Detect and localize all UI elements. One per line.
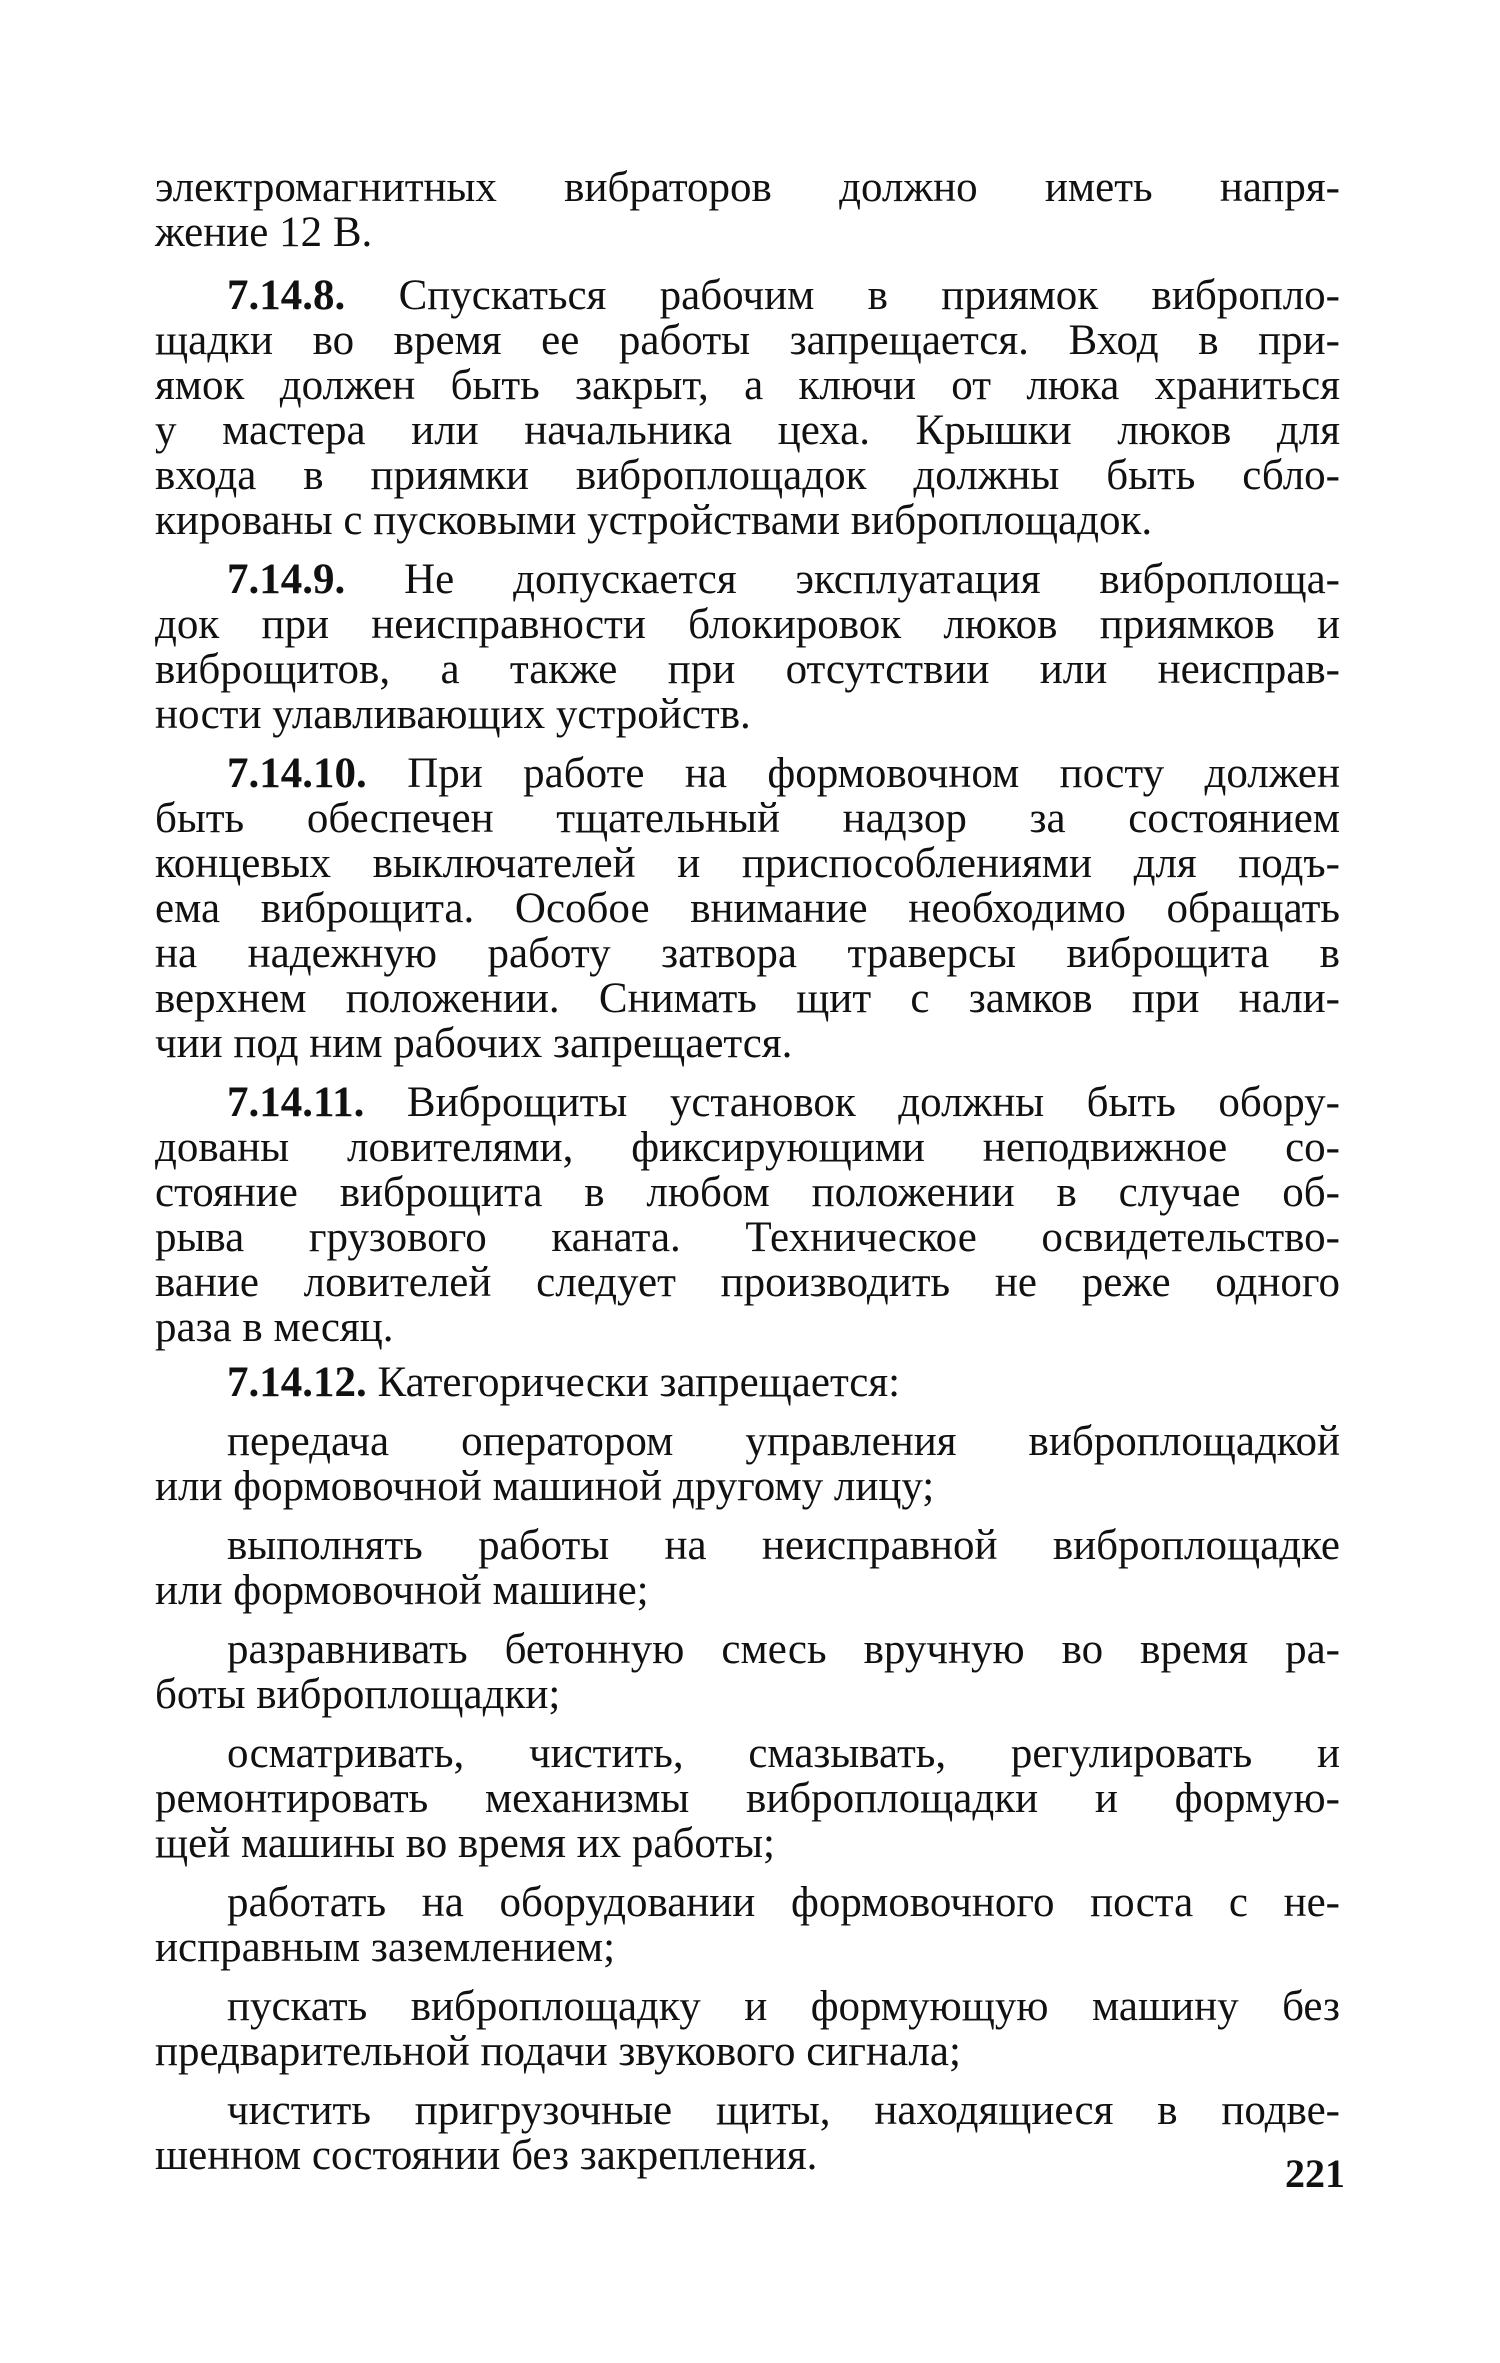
text-line: вание ловителей следует производить не реже одного	[155, 1259, 1340, 1306]
paragraph-7-14-9	[155, 557, 1340, 737]
list-item	[155, 1523, 1340, 1613]
paragraph-7-14-8	[155, 273, 1340, 543]
text-line: электромагнитных вибраторов должно иметь напря-	[155, 164, 1340, 211]
text-line: дованы ловителями, фиксирующими неподвижное со-	[155, 1124, 1340, 1171]
text-line: предварительной подачи звукового сигнала;	[155, 2028, 961, 2075]
text-line: 7.14.8. Спускаться рабочим в приямок виброплo-	[227, 272, 1340, 319]
text-line: быть обеспечен тщательный надзор за состоянием	[155, 795, 1340, 842]
text-line: шенном состоянии без закрепления.	[155, 2132, 818, 2179]
text-line: осматривать, чистить, смазывать, регулировать и	[227, 1730, 1340, 1777]
text-line: жение 12 В.	[155, 209, 373, 256]
text-line: боты виброплощадки;	[155, 1671, 561, 1718]
list-item	[155, 1419, 1340, 1509]
section-number: 7.14.9.	[227, 556, 346, 603]
text-line: концевых выключателей и приспособлениями для подъ-	[155, 840, 1340, 887]
text-line: рыва грузового каната. Техническое освидетельство-	[155, 1214, 1340, 1261]
list-item	[155, 1627, 1340, 1717]
text-line: передача оператором управления виброплощадкой	[227, 1418, 1340, 1465]
text-line: раза в месяц.	[155, 1304, 394, 1351]
paragraph-7-14-10	[155, 751, 1340, 1066]
paragraph-7-14-11	[155, 1080, 1340, 1350]
text-line: ямок должен быть закрыт, а ключи от люка храниться	[155, 362, 1340, 409]
text-line: 7.14.11. Виброщиты установок должны быть обору-	[227, 1079, 1340, 1126]
text-line: чии под ним рабочих запрещается.	[155, 1020, 793, 1067]
text-line: стояние виброщита в любом положении в случае об-	[155, 1169, 1340, 1216]
text-line: щей машины во время их работы;	[155, 1820, 775, 1867]
text-line: виброщитов, а также при отсутствии или неисправ-	[155, 646, 1340, 693]
text-line: или формовочной машине;	[155, 1567, 649, 1614]
text-line: чистить пригрузочные щиты, находящиеся в подве-	[227, 2087, 1340, 2134]
text-line: док при неисправности блокировок люков приямков и	[155, 601, 1340, 648]
list-item	[155, 1880, 1340, 1970]
section-number: 7.14.10.	[227, 750, 367, 797]
paragraph-7-14-12	[155, 1360, 1340, 1405]
list-item	[155, 1984, 1340, 2074]
list-item	[155, 2088, 1340, 2178]
section-number: 7.14.12.	[227, 1359, 367, 1406]
text-line: ема виброщита. Особое внимание необходимо обращать	[155, 885, 1340, 932]
section-number: 7.14.8.	[227, 272, 346, 319]
text-line: входа в приямки виброплощадок должны быть сбло-	[155, 452, 1340, 499]
text-line: щадки во время ее работы запрещается. Вход в при-	[155, 317, 1340, 364]
text-line: 7.14.12. Категорически запрещается:	[227, 1359, 901, 1406]
paragraph	[155, 165, 1340, 255]
text-line: у мастера или начальника цеха. Крышки люков для	[155, 407, 1340, 454]
text-line: исправным заземлением;	[155, 1924, 616, 1971]
section-number: 7.14.11.	[227, 1079, 365, 1126]
text-line: верхнем положении. Снимать щит с замков при нали-	[155, 975, 1340, 1022]
text-line: работать на оборудовании формовочного поста с не-	[227, 1879, 1340, 1926]
text-line: 7.14.9. Не допускается эксплуатация виброплоща-	[227, 556, 1340, 603]
text-line: кированы с пусковыми устройствами виброплощадок.	[155, 497, 1153, 544]
text-line: ности улавливающих устройств.	[155, 691, 751, 738]
text-line: 7.14.10. При работе на формовочном посту должен	[227, 750, 1341, 797]
body-text	[155, 165, 1340, 2178]
text-line: выполнять работы на неисправной виброплощадке	[227, 1522, 1340, 1569]
text-line: на надежную работу затвора траверсы виброщита в	[155, 930, 1340, 977]
text-line: пускать виброплощадку и формующую машину без	[227, 1983, 1340, 2030]
text-line: или формовочной машиной другому лицу;	[155, 1463, 935, 1510]
list-item	[155, 1731, 1340, 1866]
page-number: 221	[1285, 2151, 1345, 2196]
text-line: ремонтировать механизмы виброплощадки и формую-	[155, 1775, 1340, 1822]
text-line: разравнивать бетонную смесь вручную во время ра-	[227, 1626, 1340, 1673]
